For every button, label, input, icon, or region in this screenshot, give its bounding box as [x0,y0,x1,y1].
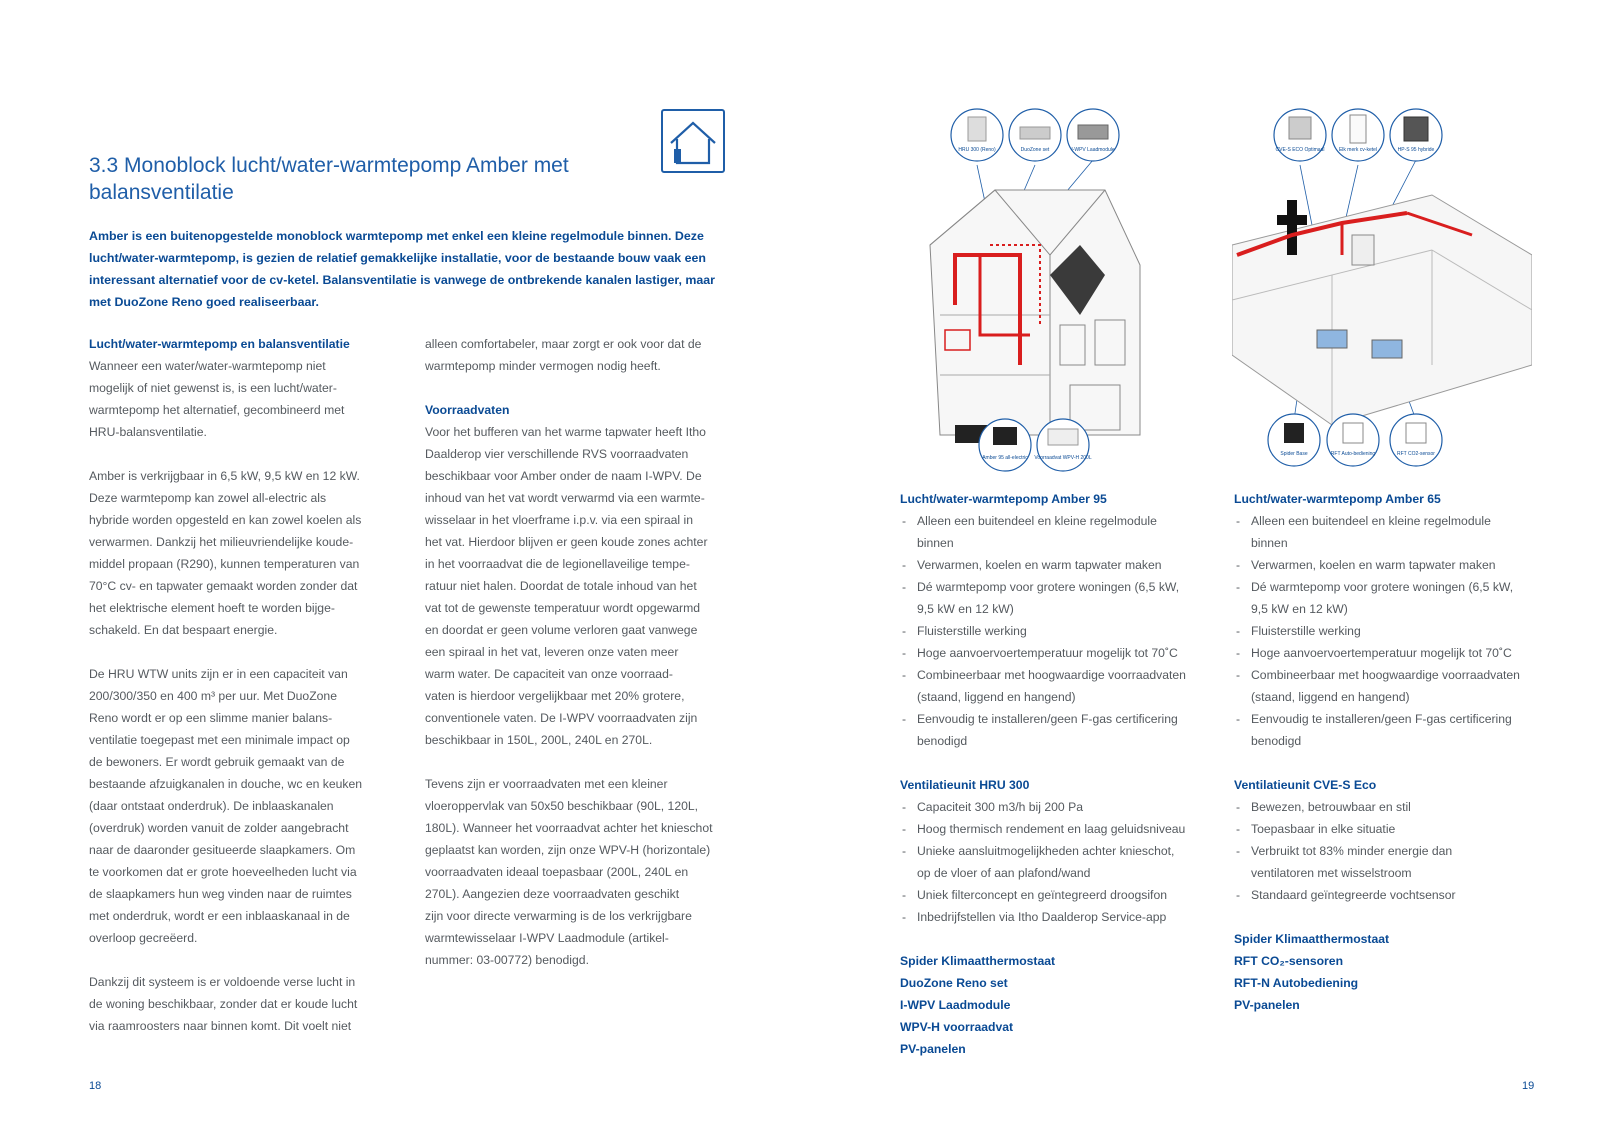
list-item: - Fluisterstille werking [1251,624,1361,638]
section-heading: Lucht/water-warmtepomp Amber 65 [1234,492,1441,506]
list-item: - Eenvoudig te installeren/geen F-gas certificering benodigd [917,712,1178,748]
list-item: - Inbedrijfstellen via Itho Daalderop Service-app [917,910,1167,924]
related-product: Spider Klimaatthermostaat [1234,932,1390,946]
list-item: - Eenvoudig te installeren/geen F-gas certificering benodigd [1251,712,1512,748]
feature-list [900,796,1215,928]
house-illustration-amber95 [900,105,1160,475]
list-item: - Alleen een buitendeel en kleine regelmodule binnen [1251,514,1491,550]
paragraph: Dankzij dit systeem is er voldoende verse lucht in de woning beschikbaar, zonder dat er koude lucht via raamroosters naar binnen komt. Dit voelt niet [89,975,358,1033]
bubble-label: RFT CO2-sensor [1397,451,1435,457]
list-item: - Hoge aanvoervoertemperatuur mogelijk tot 70˚C [917,646,1178,660]
section-heading: Ventilatieunit HRU 300 [900,778,1030,792]
bubble-label: RFT Auto-bediening [1330,451,1376,457]
bubble-label: HRU 300 (Reno) [958,147,996,153]
paragraph: Tevens zijn er voorraadvaten met een kleiner vloeroppervlak van 50x50 beschikbaar (90L, 120L, 180L). Wanneer het voorraadvat achter het knieschot geplaatst kan worden, zijn onze WPV-H (horizontale) voorraadvaten ideaal toepasbaar (200L, 240L en 270L). Aangezien deze voorraadvaten geschikt zijn voor directe verwarming is de los verkrijgbare warmtewisselaar I-WPV Laadmodule (artikel- nummer: 03-00772) benodigd. [425,777,713,967]
related-product: I-WPV Laadmodule [900,998,1011,1012]
related-product: DuoZone Reno set [900,976,1008,990]
list-item: - Combineerbaar met hoogwaardige voorraadvaten (staand, liggend en hangend) [1251,668,1520,704]
paragraph: De HRU WTW units zijn er in een capaciteit van 200/300/350 en 400 m³ per uur. Met DuoZone Reno wordt er op een slimme manier balans- ventilatie toegepast met een minimale impact op de bewoners. Er wordt gebruik gemaakt van de bestaande afzuigkanalen in douche, wc en keuken (daar ontstaat onderdruk). De inblaaskanalen (overdruk) worden vanuit de zolder aangebracht naar de daaronder gesitueerde slaapkamers. Om te voorkomen dat er grote hoeveelheden lucht via de slaapkamers hun weg vinden naar de ruimtes met onderdruk, wordt er een inblaaskanaal in de overloop gecreëerd. [89,667,363,945]
bubble-label: Spider Base [1280,451,1308,457]
list-item: - Alleen een buitendeel en kleine regelmodule binnen [917,514,1157,550]
list-item: - Toepasbaar in elke situatie [1251,822,1396,836]
bubble-label: DuoZone set [1020,147,1050,153]
paragraph: alleen comfortabeler, maar zorgt er ook voor dat de warmtepomp minder vermogen nodig heeft. [425,337,702,373]
list-item: - Combineerbaar met hoogwaardige voorraadvaten (staand, liggend en hangend) [917,668,1186,704]
list-item: - Unieke aansluitmogelijkheden achter knieschot, op de vloer of aan plafond/wand [917,844,1175,880]
bubble-label: Elk merk cv-ketel [1338,147,1378,153]
bubble-label: Amber 95 all-electric [982,455,1028,461]
feature-list [1234,510,1549,752]
bubble-label: CVE-S ECO Optimaal [1275,147,1325,153]
section-heading: Lucht/water-warmtepomp Amber 95 [900,492,1107,506]
list-item: - Standaard geïntegreerde vochtsensor [1251,888,1456,902]
related-products [1234,928,1549,1016]
section-heading: Ventilatieunit CVE-S Eco [1234,778,1377,792]
house-illustration-amber65 [1232,105,1532,475]
list-item: - Dé warmtepomp voor grotere woningen (6,5 kW, 9,5 kW en 12 kW) [1251,580,1514,616]
list-item: - Capaciteit 300 m3/h bij 200 Pa [917,800,1083,814]
bubble-label: HP-S 95 hybride [1397,147,1435,153]
section-heading: Voorraadvaten [425,403,510,417]
list-item: - Hoog thermisch rendement en laag geluidsniveau [917,822,1186,836]
column-1 [89,333,389,1037]
list-item: - Uniek filterconcept en geïntegreerd droogsifon [917,888,1167,902]
related-product: RFT CO₂-sensoren [1234,954,1344,968]
list-item: - Hoge aanvoervoertemperatuur mogelijk tot 70˚C [1251,646,1512,660]
paragraph: Voor het bufferen van het warme tapwater heeft Itho Daalderop vier verschillende RVS voorraadvaten beschikbaar voor Amber onder de naam I-WPV. De inhoud van het vat wordt verwarmd via een warmte- wisselaar in het vloerframe i.p.v. via een spiraal in het vat. Hierdoor blijven er geen koude zones achter in het voorraadvat die de legionellaveilige tempe- ratuur niet halen. Doordat de totale inhoud van het vat tot de gewenste temperatuur wordt opgewarmd en doordat er geen volume verloren gaat vanwege een spiraal in het vat, leveren onze vaten meer warm water. De capaciteit van onze voorraad- vaten is hierdoor vergelijkbaar met 20% grotere, conventionele vaten. De I-WPV voorraadvaten zijn beschikbaar in 150L, 200L, 240L en 270L. [425,425,708,747]
paragraph: Wanneer een water/water-warmtepomp niet mogelijk of niet gewenst is, is een lucht/water- warmtepomp het alternatief, gecombineerd met HRU-balansventilatie. [89,359,345,439]
bubble-label: Voorraadvat WPV-H 200L [1034,455,1092,461]
related-products [900,950,1215,1060]
bubble-label: I-WPV Laadmodule [1071,147,1115,153]
list-item: - Verwarmen, koelen en warm tapwater maken [1251,558,1496,572]
feature-list [1234,796,1549,906]
list-item: - Verbruikt tot 83% minder energie dan ventilatoren met wisselstroom [1251,844,1453,880]
related-product: PV-panelen [900,1042,966,1056]
intro-paragraph: Amber is een buitenopgestelde monoblock warmtepomp met enkel een kleine regelmodule binnen. Deze lucht/water-warmtepomp, is gezien de relatief gemakkelijke installatie, voor de bestaande bouw vaak een interessant alternatief voor de cv-ketel. Balansventilatie is vanwege de ontbrekende kanalen lastiger, maar met DuoZone Reno goed realiseerbaar. [89,229,715,309]
related-product: RFT-N Autobediening [1234,976,1359,990]
list-item: - Verwarmen, koelen en warm tapwater maken [917,558,1162,572]
page-number-left: 18 [89,1080,102,1092]
list-item: - Dé warmtepomp voor grotere woningen (6,5 kW, 9,5 kW en 12 kW) [917,580,1180,616]
related-product: Spider Klimaatthermostaat [900,954,1056,968]
page-title: 3.3 Monoblock lucht/water-warmtepomp Amber met balansventilatie [89,154,569,204]
related-product: WPV-H voorraadvat [900,1020,1014,1034]
section-heading: Lucht/water-warmtepomp en balansventilatie [89,337,350,351]
list-item: - Bewezen, betrouwbaar en stil [1251,800,1411,814]
related-product: PV-panelen [1234,998,1300,1012]
page-number-right: 19 [1522,1080,1535,1092]
column-4 [1234,488,1549,1016]
column-3 [900,488,1215,1060]
feature-list [900,510,1215,752]
paragraph: Amber is verkrijgbaar in 6,5 kW, 9,5 kW en 12 kW. Deze warmtepomp kan zowel all-electric als hybride worden opgesteld en kan zowel koelen als verwarmen. Dankzij het milieuvriendelijke koude- middel propaan (R290), kunnen temperaturen van 70°C cv- en tapwater gemaakt worden zonder dat het elektrische element hoeft te worden bijge- schakeld. En dat bespaart energie. [89,469,362,637]
column-2 [425,333,735,971]
list-item: - Fluisterstille werking [917,624,1027,638]
house-icon [661,109,725,173]
